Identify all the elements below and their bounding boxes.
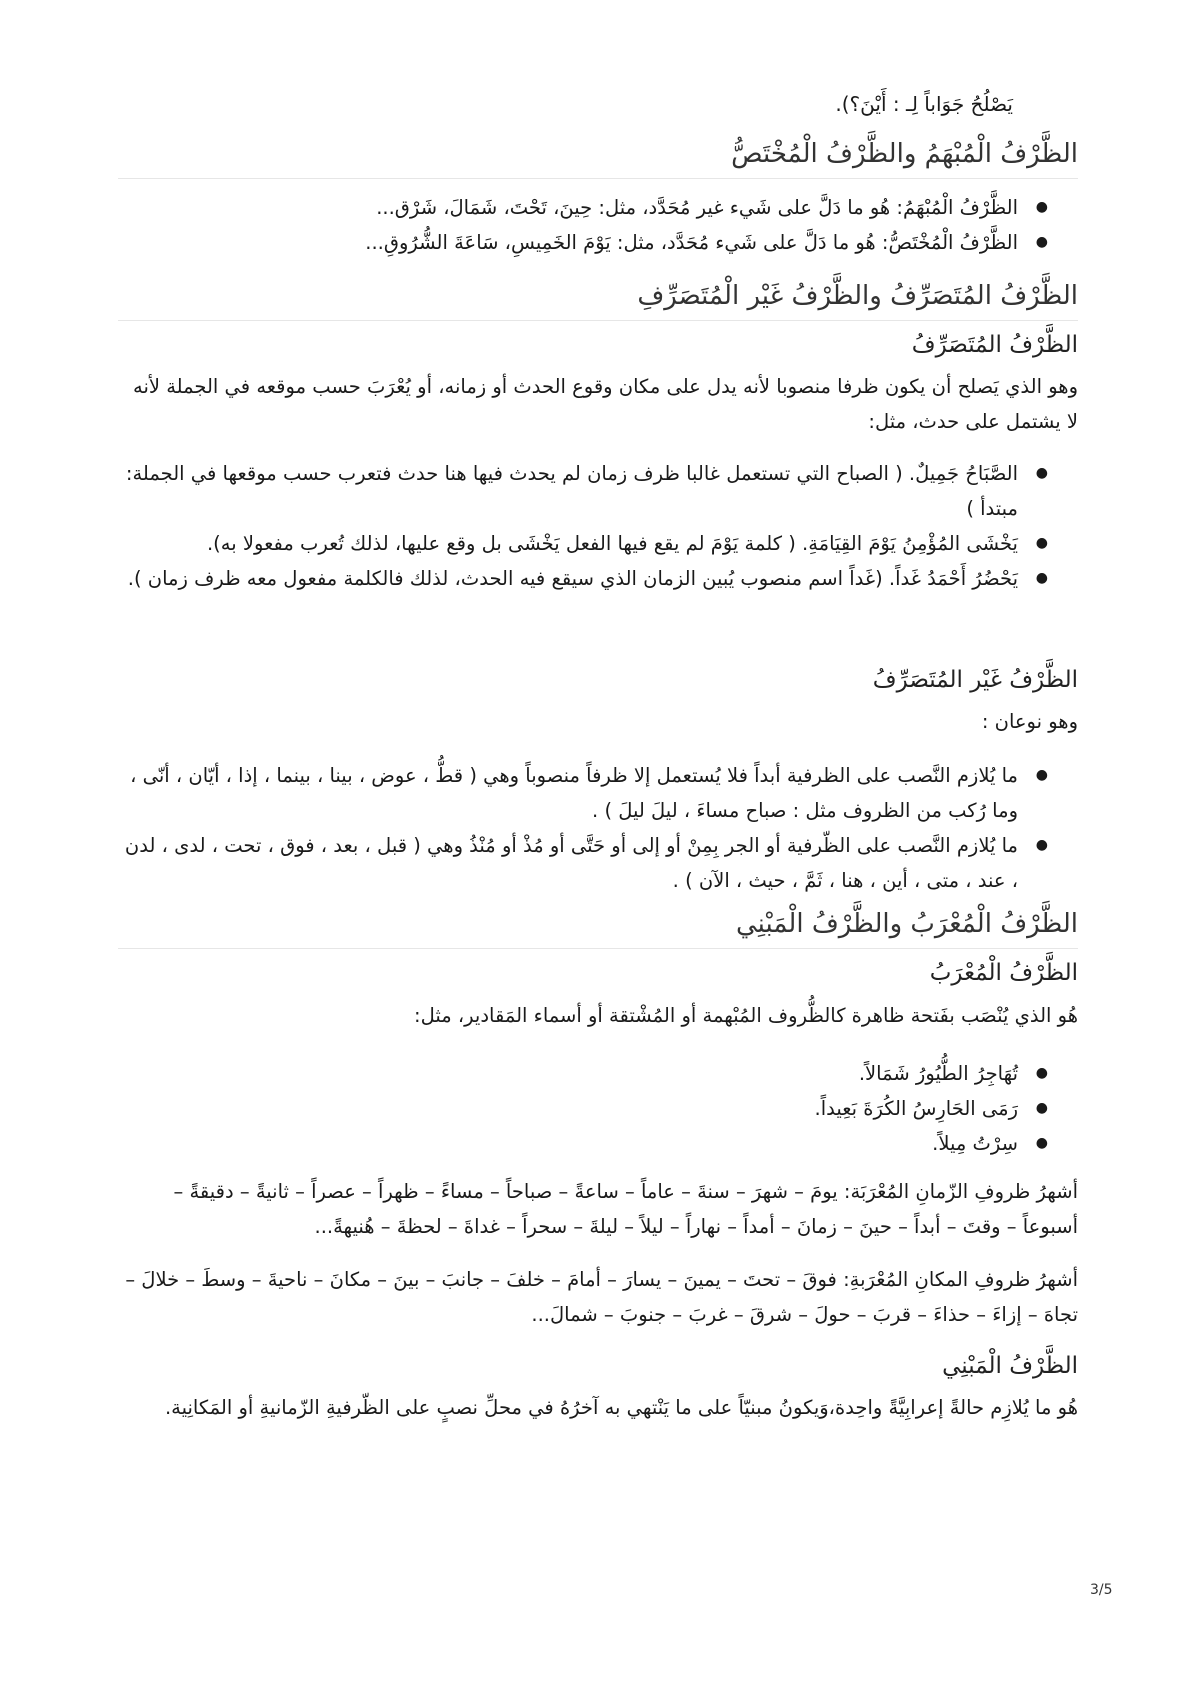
bullet-icon: ● bbox=[1035, 1065, 1048, 1081]
list-item-text: الصَّبَاحُ جَمِيلٌ. ( الصباح التي تستعمل غالبا ظرف زمان لم يحدث فيها هنا حدث فتعرب حسب موقعها في الجملة: مبتدأ ) bbox=[125, 462, 1018, 520]
section-title-murab-mabni: الظَّرْفُ الْمُعْرَبُ والظَّرْفُ الْمَبْنِي bbox=[118, 904, 1078, 949]
bullet-icon: ● bbox=[1035, 465, 1048, 481]
list-item bbox=[118, 561, 1048, 596]
paragraph-time-adverbs: أشهرُ ظروفِ الزّمانِ المُعْرَبَة: يومَ – شهرَ – سنةَ – عاماً – ساعةً – صباحاً – مساءً – ظهراً – عصراً – ثانيةً – دقيقةً – أسبوعاً – وقتَ – أبداً – حينَ – زمانَ – أمداً – نهاراً – ليلاً – ليلةَ – سحراً – غداةَ – لحظةَ – هُنيهةً... bbox=[173, 1180, 1078, 1238]
list-mubham bbox=[118, 190, 1078, 260]
list-item bbox=[118, 526, 1048, 561]
list-item-text: سِرْتُ مِيلاً. bbox=[932, 1132, 1018, 1155]
list-mutasarrif-examples bbox=[118, 456, 1078, 596]
paragraph-mabni: هُو ما يُلازِم حالةً إعرابِيَّةً واحِدة،وَيكونُ مبنيّاً على ما يَنْتهي به آخرُهُ في محلِّ نصبٍ على الظّرفيةِ الزّمانيةِ أو المَكانِية. bbox=[164, 1396, 1078, 1419]
list-item bbox=[118, 1126, 1048, 1161]
list-item-text: رَمَى الحَارِسُ الكُرَةَ بَعِيداً. bbox=[814, 1097, 1018, 1120]
paragraph-two-types: وهو نوعان : bbox=[981, 710, 1078, 733]
list-item bbox=[118, 828, 1048, 898]
list-item-text: الظَّرْفُ الْمُخْتَصُّ: هُو ما دَلَّ على شَيء مُحَدَّد، مثل: يَوْمَ الخَمِيسِ، سَاعَةَ الشُّرُوقِ... bbox=[365, 231, 1018, 254]
list-item-text: ما يُلازم النَّصب على الظرفية أبداً فلا يُستعمل إلا ظرفاً منصوباً وهي ( قطُّ ، عوض ، بينا ، بينما ، إذا ، أيّان ، أنّى ، وما رُكب من الظروف مثل : صباح مساءَ ، ليلَ ليلَ ) . bbox=[130, 764, 1018, 822]
bullet-icon: ● bbox=[1035, 535, 1048, 551]
bullet-icon: ● bbox=[1035, 767, 1048, 783]
bullet-icon: ● bbox=[1035, 1100, 1048, 1116]
list-ghayr-mutasarrif bbox=[118, 758, 1078, 898]
section-title-mutasarrif: الظَّرْفُ المُتَصَرِّفُ والظَّرْفُ غَيْر الْمُتَصَرِّفِ bbox=[118, 276, 1078, 321]
bullet-icon: ● bbox=[1035, 1135, 1048, 1151]
bullet-icon: ● bbox=[1035, 234, 1048, 250]
subheading-mabni: الظَّرْفُ الْمَبْنِي bbox=[942, 1353, 1078, 1379]
list-item-text: يَحْضُرُ أَحْمَدُ غَداً. (غَداً اسم منصوب يُبين الزمان الذي سيقع فيه الحدث، لذلك فالكلمة مفعول معه ظرف زمان ). bbox=[127, 567, 1018, 590]
list-item-text: ما يُلازم النَّصب على الظّرفية أو الجر بِمِنْ أو إلى أو حَتَّى أو مُذْ أو مُنْذُ وهي ( قبل ، بعد ، فوق ، تحت ، لدى ، لدن ، عند ، متى ، أين ، هنا ، ثَمَّ ، حيث ، الآن ) . bbox=[124, 834, 1018, 892]
continuation-line: يَصْلُحُ جَوَاباً لِـ : أَيْنَ؟). bbox=[835, 92, 1013, 116]
list-item bbox=[118, 190, 1048, 225]
list-item bbox=[118, 456, 1048, 526]
bullet-icon: ● bbox=[1035, 199, 1048, 215]
bullet-icon: ● bbox=[1035, 837, 1048, 853]
page-number: 3/5 bbox=[1090, 1582, 1113, 1598]
bullet-icon: ● bbox=[1035, 570, 1048, 586]
subheading-mutasarrif: الظَّرْفُ المُتَصَرِّفُ bbox=[911, 332, 1078, 358]
paragraph-place-adverbs: أشهرُ ظروفِ المكانِ المُعْرَبةِ: فوقَ – تحتَ – يمينَ – يسارَ – أمامَ – خلفَ – جانبَ – بينَ – مكانَ – ناحيةَ – وسطَ – خلالَ – تجاهَ – إزاءَ – حذاءَ – قربَ – حولَ – شرقَ – غربَ – جنوبَ – شمالَ... bbox=[125, 1268, 1078, 1326]
list-item bbox=[118, 225, 1048, 260]
subheading-ghayr-mutasarrif: الظَّرْفُ غَيْر المُتَصَرِّفُ bbox=[872, 667, 1078, 693]
list-murab-examples bbox=[118, 1056, 1078, 1161]
list-item-text: يَخْشَى المُؤْمِنُ يَوْمَ القِيَامَةِ. ( كلمة يَوْمَ لم يقع فيها الفعل يَخْشَى بل وقع عليها، لذلك تُعرب مفعولا به). bbox=[206, 532, 1018, 555]
subheading-murab: الظَّرْفُ الْمُعْرَبُ bbox=[929, 960, 1078, 986]
paragraph-murab: هُو الذي يُنْصَب بفَتحة ظاهرة كالظُّروف المُبْهمة أو المُشْتقة أو أسماء المَقادير، مثل: bbox=[414, 1004, 1078, 1027]
list-item bbox=[118, 1056, 1048, 1091]
paragraph-mutasarrif: وهو الذي يَصلح أن يكون ظرفا منصوبا لأنه يدل على مكان وقوع الحدث أو زمانه، أو يُعْرَبَ حسب موقعه في الجملة لأنه لا يشتمل على حدث، مثل: bbox=[133, 375, 1078, 433]
list-item bbox=[118, 758, 1048, 828]
list-item-text: الظَّرْفُ الْمُبْهَمُ: هُو ما دَلَّ على شَيء غير مُحَدَّد، مثل: حِينَ، تَحْتَ، شَمَالَ، شَرْق... bbox=[376, 196, 1018, 219]
list-item bbox=[118, 1091, 1048, 1126]
list-item-text: تُهَاجِرُ الطُّيُورُ شَمَالاً. bbox=[858, 1062, 1018, 1085]
section-title-mubham: الظَّرْفُ الْمُبْهَمُ والظَّرْفُ الْمُخْتَصُّ bbox=[118, 134, 1078, 179]
